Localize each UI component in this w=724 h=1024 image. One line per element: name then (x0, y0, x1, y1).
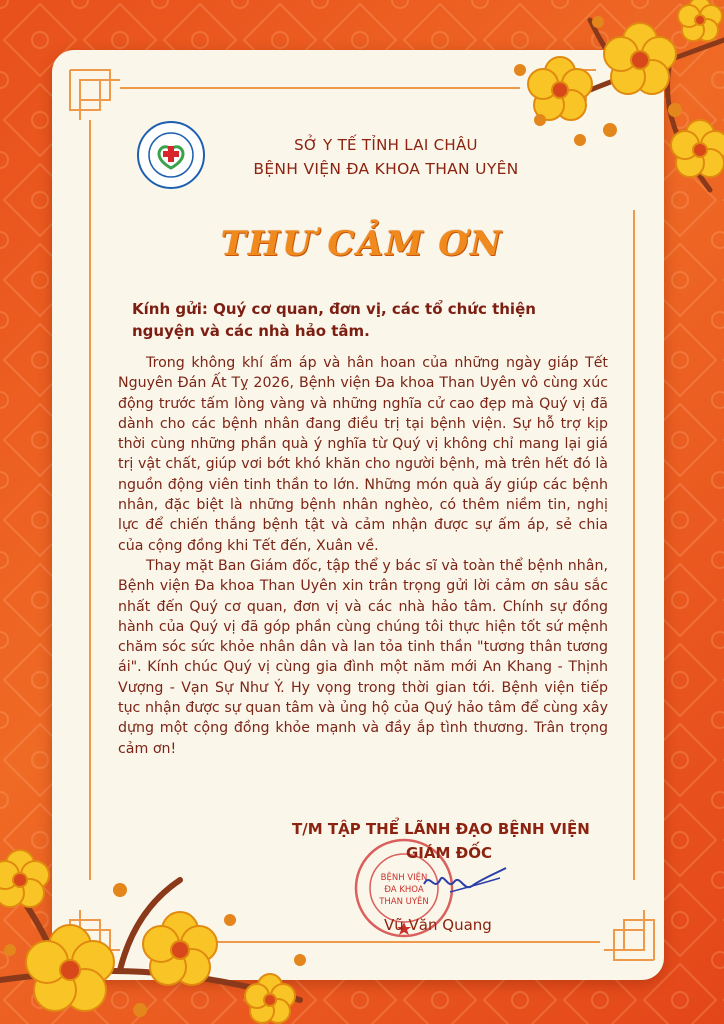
hospital-logo (136, 120, 206, 190)
stamp-line-1: BỆNH VIỆN (380, 873, 428, 883)
signature-on-behalf: T/M TẬP THỂ LÃNH ĐẠO BỆNH VIỆN (292, 820, 590, 838)
hospital-name: BỆNH VIỆN ĐA KHOA THAN UYÊN (253, 160, 519, 178)
apricot-blossom-top-right-decoration (470, 0, 724, 230)
stamp-line-2: ĐA KHOA (384, 885, 424, 895)
body-paragraph-1: Trong không khí ấm áp và hân hoan của những ngày giáp Tết Nguyên Đán Ất Tỵ 2026, Bệnh viện Đa khoa Than Uyên vô cùng xúc động trước tấm lòng vàng và những nghĩa cử cao đẹp mà Quý vị đã dành cho các bệnh nhân đang điều trị tại bệnh viện. Sự hỗ trợ kịp thời cùng những phần quà ý nghĩa từ Quý vị không chỉ mang lại giá trị vật chất, giúp vơi bớt khó khăn cho người bệnh, mà trên hết đó là nguồn động viên tinh thần to lớn. Những món quà ấy giúp các bệnh nhân, đặc biệt là những bệnh nhân nghèo, có thêm niềm tin, nghị lực để chiến thắng bệnh tật và cảm nhận được sự ấm áp, sẻ chia của cộng đồng khi Tết đến, Xuân về. (118, 355, 608, 554)
letter-greeting: Kính gửi: Quý cơ quan, đơn vị, các tổ chức thiện nguyện và các nhà hảo tâm. (132, 300, 536, 340)
body-paragraph-2: Thay mặt Ban Giám đốc, tập thể y bác sĩ và toàn thể bệnh nhân, Bệnh viện Đa khoa Than Uyên xin trân trọng gửi lời cảm ơn sâu sắc nhất đến Quý cơ quan, đơn vị và các nhà hảo tâm. Chính sự đồng hành của Quý vị đã góp phần cùng chúng tôi thực hiện tốt sứ mệnh chăm sóc sức khỏe nhân dân và lan tỏa tinh thần "tương thân tương ái". Kính chúc Quý vị cùng gia đình một năm mới An Khang - Thịnh Vượng - Vạn Sự Như Ý. Hy vọng trong thời gian tới. Bệnh viện tiếp tục nhận được sự quan tâm và ủng hộ của Quý hảo tâm để cùng xây dựng một cộng đồng khỏe mạnh và đầy ắp tình thương. Trân trọng cảm ơn! (118, 557, 608, 757)
apricot-blossom-bottom-left-decoration (0, 820, 330, 1024)
letter-title: THƯ CẢM ƠN (220, 224, 504, 264)
stamp-line-3: THAN UYÊN (379, 897, 429, 907)
signatory-name: Vũ Văn Quang (384, 916, 492, 934)
handwritten-signature (420, 862, 510, 902)
letter-body (118, 353, 608, 759)
signature-role: GIÁM ĐỐC (406, 844, 492, 862)
department-name: SỞ Y TẾ TỈNH LAI CHÂU (294, 136, 478, 154)
